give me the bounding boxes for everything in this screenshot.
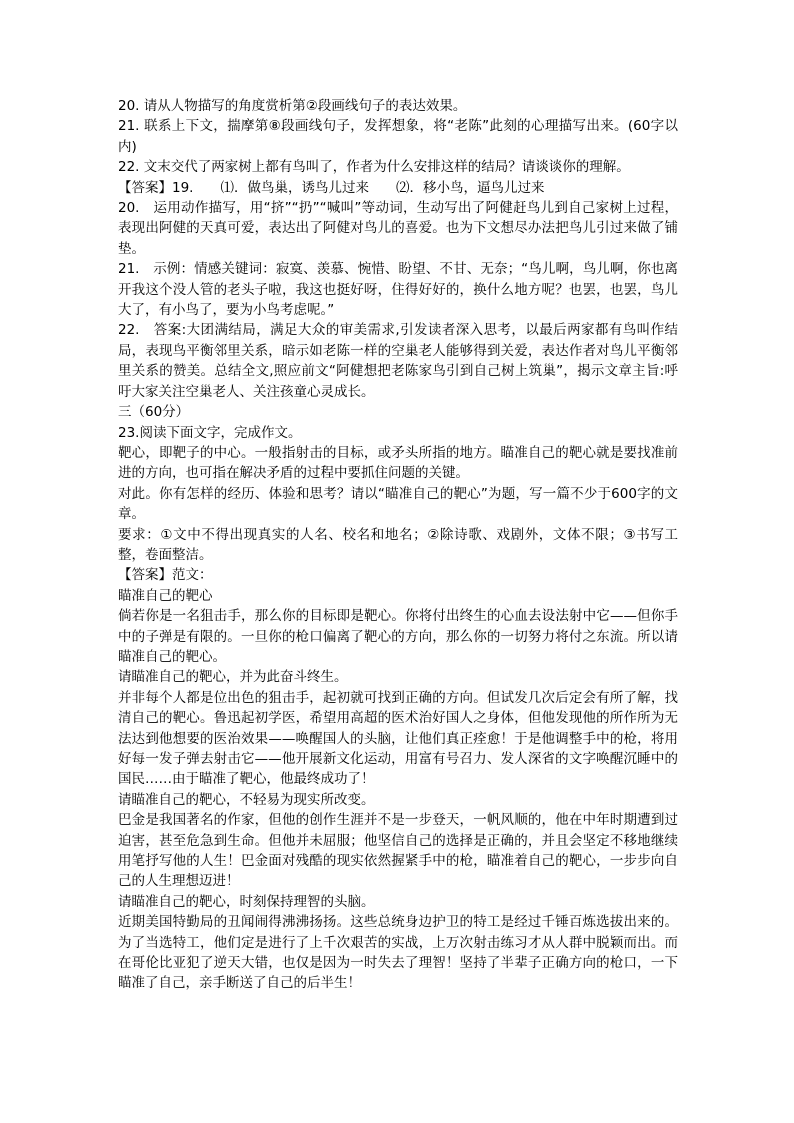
answer-22: 22. 答案:大团满结局，满足大众的审美需求,引发读者深入思考，以最后两家都有鸟叫作结局，表现鸟平衡邻里关系，暗示如老陈一样的空巢老人能够得到关爱，表达作者对鸟儿平衡邻里关系的赞美。总结全文,照应前文“阿健想把老陈家鸟引到自己树上筑巢”，揭示文章主旨:呼吁大家关注空巢老人、关注孩童心灵成长。 — [118, 322, 678, 400]
question-21: 21. 联系上下文，揣摩第⑧段画线句子，发挥想象，将“老陈”此刻的心理描写出来。(60字以内) — [118, 118, 678, 155]
prompt-requirements: 要求：①文中不得出现真实的人名、校名和地名；②除诗歌、戏剧外，文体不限；③书写工整，卷面整洁。 — [118, 526, 678, 563]
question-22: 22. 文末交代了两家树上都有鸟叫了，作者为什么安排这样的结局？请谈谈你的理解。 — [118, 159, 630, 176]
essay-paragraph-7: 近期美国特勤局的丑闻闹得沸沸扬扬。这些总统身边护卫的特工是经过千锤百炼选拔出来的。为了当选特工，他们定是进行了上千次艰苦的实战，上万次射击练习才从人群中脱颖而出。而在哥伦比亚犯了逆天大错，也仅是因为一时失去了理智！坚持了半辈子正确方向的枪口，一下瞄准了自己，亲手断送了自己的后半生！ — [118, 914, 678, 992]
question-23: 23.阅读下面文字，完成作文。 — [118, 424, 302, 441]
essay-paragraph-5: 巴金是我国著名的作家，但他的创作生涯并不是一步登天，一帆风顺的，他在中年时期遭到过迫害，甚至危急到生命。但他并未屈服；他坚信自己的选择是正确的，并且会坚定不移地继续用笔抒写他的人生！巴金面对残酷的现实依然握紧手中的枪，瞄准着自己的靶心，一步步向自己的人生理想迈进！ — [118, 812, 678, 890]
answer-21: 21. 示例：情感关键词：寂寞、羡慕、惋惜、盼望、不甘、无奈；“鸟儿啊，鸟儿啊，你也离开我这个没人管的老头子啦，我这也挺好呀，住得好好的，换什么地方呢？也罢，也罢，鸟儿大了，有小鸟了，要为小鸟考虑呢。” — [118, 261, 678, 319]
answer-essay-label: 【答案】范文： — [118, 567, 213, 584]
answer-19: 【答案】19. ⑴．做鸟巢，诱鸟儿过来 ⑵．移小鸟，逼鸟儿过来 — [118, 179, 545, 196]
essay-paragraph-2: 请瞄准自己的靶心，并为此奋斗终生。 — [118, 669, 348, 686]
essay-title: 瞄准自己的靶心 — [118, 587, 213, 604]
answer-20: 20. 运用动作描写，用“挤”“扔”“喊叫”等动词，生动写出了阿健赶鸟儿到自己家树上过程，表现出阿健的天真可爱，表达出了阿健对鸟儿的喜爱。也为下文想尽办法把鸟儿引过来做了铺垫。 — [118, 200, 678, 257]
essay-paragraph-6: 请瞄准自己的靶心，时刻保持理智的头脑。 — [118, 893, 375, 910]
prompt-definition: 靶心，即靶子的中心。一般指射击的目标，或矛头所指的地方。瞄准自己的靶心就是要找准前进的方向，也可指在解决矛盾的过程中要抓住问题的关键。 — [118, 444, 678, 482]
document-page — [118, 96, 678, 994]
section-heading: 三（60分） — [118, 404, 190, 421]
essay-paragraph-1: 倘若你是一名狙击手，那么你的目标即是靶心。你将付出终生的心血去设法射中它——但你手中的子弹是有限的。一旦你的枪口偏离了靶心的方向，那么你的一切努力将付之东流。所以请瞄准自己的靶心。 — [118, 608, 678, 665]
question-20: 20. 请从人物描写的角度赏析第②段画线句子的表达效果。 — [118, 98, 467, 114]
essay-paragraph-3: 并非每个人都是位出色的狙击手，起初就可找到正确的方向。但试发几次后定会有所了解，找清自己的靶心。鲁迅起初学医，希望用高超的医术治好国人之身体，但他发现他的所作所为无法达到他想要的医治效果——唤醒国人的头脑，让他们真正痊愈！于是他调整手中的枪，将用好每一发子弹去射击它——他开展新文化运动，用富有号召力、发人深省的文字唤醒沉睡中的国民……由于瞄准了靶心，他最终成功了！ — [118, 689, 678, 788]
prompt-task: 对此。你有怎样的经历、体验和思考？请以“瞄准自己的靶心”为题，写一篇不少于600字的文章。 — [118, 485, 678, 523]
essay-paragraph-4: 请瞄准自己的靶心，不轻易为现实所改变。 — [118, 791, 375, 808]
